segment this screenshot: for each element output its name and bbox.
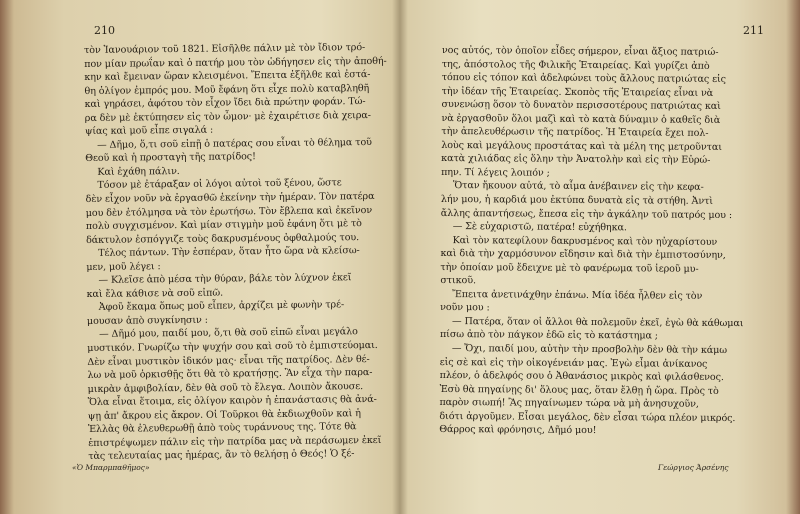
text-line: τὰς τελευταίας μας ἡμέρας, ἂν τὸ θελήσῃ ὁ Θεός! Ὁ ξέ-	[88, 448, 355, 463]
text-line: Δὲν εἶναι μυστικὸν ἰδικόν μας· εἶναι τῆς πατρίδος. Δὲν θέ-	[87, 353, 370, 368]
text-line: κην καὶ ἔμειναν ὥραν κλεισμένοι. Ἔπειτα ἐξῆλθε καὶ ἐστά-	[84, 69, 371, 84]
text-line: Τέλος πάντων. Τὴν ἑσπέραν, ὅταν ἦτο ὥρα νὰ κλείσω-	[98, 245, 360, 260]
right-page-text	[439, 44, 742, 439]
text-line: ψίας καὶ μοῦ εἶπε σιγαλά :	[84, 124, 214, 138]
text-line: Ἑλλὰς θὰ ἐλευθερωθῇ ἀπὸ τοὺς τυράννους της. Τότε θὰ	[87, 421, 357, 436]
text-line: — Πατέρα, ὅταν οἱ ἄλλοι θὰ πολεμοῦν ἐκεῖ, ἐγὼ θὰ κάθωμαι	[452, 316, 744, 330]
text-line: τὴν ἀπελευθέρωσιν τῆς πατρίδος. Ἡ Ἑταιρεία ἔχει πολ-	[441, 126, 709, 140]
text-line: καὶ γηράσει, ἀφότου τὸν εἶχον ἴδει διὰ πρώτην φοράν. Τώ-	[84, 96, 366, 111]
text-line: πλέον, ὁ ἀδελφός σου ὁ Ἀθανάσιος μικρὸς καὶ φιλάσθενος.	[439, 370, 724, 384]
text-line: Καὶ τὸν κατεφίλουν δακρυσμένος καὶ τὸν ηὐχαρίστουν	[452, 234, 718, 248]
text-line: Ὅταν ἤκουον αὐτά, τὸ αἷμα ἀνέβαινεν εἰς τὴν κεφα-	[452, 180, 704, 194]
text-line: Τόσον μὲ ἐτάραξαν οἱ λόγοι αὐτοὶ τοῦ ξένου, ὥστε	[97, 177, 342, 192]
text-line: ρα δὲν μὲ ἐκτύπησεν εἰς τὸν ὦμον· μὲ ἐχαιρέτισε διὰ χειρα-	[84, 109, 371, 124]
text-line: λήν μου, ἡ καρδιά μου ἐκτύπα δυνατὰ εἰς τὰ στήθη. Ἀντὶ	[440, 194, 713, 207]
text-line: Ὅλα εἶναι ἕτοιμα, εἰς ὀλίγον καιρὸν ἡ ἐπανάστασις θὰ ἀνά-	[87, 394, 377, 409]
text-line: νὰ ἐργασθοῦν ὅλοι μαζὶ καὶ τὸ κατὰ δύναμιν ὁ καθεῖς διὰ	[441, 112, 721, 126]
text-line: μυστικόν. Γνωρίζω τὴν ψυχήν σου καὶ σοῦ τὸ ἐμπιστεύομαι.	[87, 339, 378, 355]
text-line: — Κλεῖσε ἀπὸ μέσα τὴν θύραν, βάλε τὸν λύχνον ἐκεῖ	[98, 272, 352, 287]
footer-author: Γεώργιος Ἀρσένης	[658, 463, 729, 472]
text-line: — Δῆμο, ὅ,τι σοῦ εἰπῇ ὁ πατέρας σου εἶναι τὸ θέλημα τοῦ	[97, 136, 372, 151]
text-line: ἐπιστρέψωμεν πάλιν εἰς τὴν πατρίδα μας νὰ περάσωμεν ἐκεῖ	[88, 434, 382, 449]
text-line: λω νὰ μοῦ ὁρκισθῇς ὅτι θὰ τὸ κρατήσῃς. Ἂν εἶχα τὴν παρα-	[87, 367, 373, 382]
text-line: κατὰ χιλιάδας εἰς ὅλην τὴν Ἀνατολὴν καὶ εἰς τὴν Εὐρώ-	[441, 153, 711, 167]
text-line: Ἀφοῦ ἔκαμα ὅπως μοῦ εἶπεν, ἀρχίζει μὲ φωνὴν τρέ-	[98, 299, 345, 314]
text-line: μεν, μοῦ λέγει :	[86, 260, 161, 273]
text-line: Θάρρος καὶ φρόνησις, Δῆμό μου!	[439, 424, 597, 437]
text-line: παρὸν σιωπή! Ἂς πηγαίνωμεν τώρα νὰ μὴ ἀνησυχοῦν,	[439, 397, 699, 411]
text-line: πον μίαν πρωΐαν καὶ ὁ πατήρ μου τὸν ὡδήγησεν εἰς τὴν ἀποθή-	[84, 55, 387, 70]
text-line: τόπου εἰς τόπον καὶ ἀδελφώνει τοὺς ἄλλους πατριώτας εἰς	[441, 72, 726, 86]
right-page	[400, 0, 800, 514]
page-number-left: 210	[94, 24, 115, 37]
text-line: μουσαν ἀπὸ συγκίνησιν :	[86, 314, 208, 327]
text-line: καὶ διὰ τὴν χαρμόσυνον εἴδησιν καὶ διὰ τὴν ἐμπιστοσύνην,	[440, 248, 726, 262]
text-line: εἰς σὲ καὶ εἰς τὴν οἰκογένειάν μας. Ἐγὼ εἶμαι ἀνίκανος	[439, 356, 708, 370]
text-line: Ἔπειτα ἀνετινάχθην ἐπάνω. Μία ἰδέα ἦλθεν εἰς τὸν	[452, 288, 703, 302]
text-line: καὶ ἔλα κάθισε νὰ σοῦ εἰπῶ.	[86, 287, 224, 300]
text-line: τὴν ὁποίαν μοῦ ἔδειχνε μὲ τὸ φανέρωμα τοῦ ἱεροῦ μυ-	[440, 261, 699, 275]
page-edge-shadow-right	[786, 0, 800, 514]
text-line: μικρὰν ἀμφιβολίαν, δὲν θὰ σοῦ τὸ ἔλεγα. Λοιπὸν ἄκουσε.	[87, 380, 364, 395]
text-line: μου δὲν ἐτόλμησα νὰ τὸν ἐρωτήσω. Τὸν ἔβλεπα καὶ ἐκεῖνον	[85, 204, 373, 219]
text-line: Καὶ ἐχάθη πάλιν.	[97, 165, 180, 178]
footer-publication: «Ὁ Μπαρμπαθῆμος»	[72, 463, 150, 472]
text-line: — Δῆμό μου, παιδί μου, ὅ,τι θὰ σοῦ εἰπῶ εἶναι μεγάλο	[98, 326, 358, 341]
text-line: πην. Τί λέγεις λοιπόν ;	[441, 166, 550, 179]
text-line: ἄλλης ἀπαντήσεως, ἔπεσα εἰς τὴν ἀγκάλην τοῦ πατρός μου :	[440, 207, 733, 221]
text-line: Θεοῦ καὶ ἡ προσταγὴ τῆς πατρίδος!	[85, 151, 256, 165]
text-line: διότι ἀργοῦμεν. Εἶσαι μεγάλος, δὲν εἶσαι τώρα πλέον μικρός.	[439, 410, 736, 424]
text-line: νοῦν μου :	[440, 302, 490, 314]
text-line: ψῃ ἀπ' ἄκρου εἰς ἄκρον. Οἱ Τοῦρκοι θὰ ἐκδιωχθοῦν καὶ ἡ	[87, 407, 361, 422]
text-line: λοὺς καὶ μεγάλους προστάτας καὶ τὰ μέλη της μετροῦνται	[441, 139, 722, 153]
text-line: — Σὲ εὐχαριστῶ, πατέρα! εὐχήθηκα.	[452, 221, 627, 234]
text-line: τὴν ἰδέαν τῆς Ἑταιρείας. Σκοπὸς τῆς Ἑταιρείας εἶναι νὰ	[441, 85, 714, 99]
page-number-right: 211	[743, 24, 764, 37]
text-line: — Ὄχι, παιδί μου, αὐτὴν τὴν προσβολὴν δὲν θὰ τὴν κάμω	[451, 343, 728, 357]
text-line: πολὺ συγχισμένον. Καὶ μίαν στιγμὴν μοῦ ἐφάνη ὅτι μὲ τὸ	[85, 218, 362, 233]
text-line: θη ὀλίγον ἐμπρός μου. Μοῦ ἔφάνη ὅτι εἶχε πολὺ καταβληθῆ	[84, 82, 370, 97]
text-line: στικοῦ.	[440, 275, 476, 287]
text-line: τὸν Ἰανουάριον τοῦ 1821. Εἰσῆλθε πάλιν μὲ τὸν ἴδιον τρό-	[84, 42, 366, 56]
text-line: δὲν εἶχον νοῦν νὰ ἐργασθῶ ἐκείνην τὴν ἡμέραν. Τὸν πατέρα	[85, 190, 375, 206]
text-line: Ἐσὺ θὰ πηγαίνῃς δι' ὅλους μας, ὅταν ἔλθῃ ἡ ὥρα. Πρὸς τὸ	[439, 383, 719, 397]
left-page-text	[84, 41, 387, 464]
text-line: δάκτυλον ἐσπόγγιζε τοὺς δακρυσμένους ὀφθαλμούς του.	[85, 231, 360, 246]
text-line: νος αὐτός, τὸν ὁποῖον εἶδες σήμερον, εἶναι ἄξιος πατριώ-	[441, 44, 719, 58]
text-line: συνενώσῃ ὅσον τὸ δυνατὸν περισσοτέρους πατριώτας καὶ	[441, 99, 721, 113]
text-line: της, ἀπόστολος τῆς Φιλικῆς Ἑταιρείας. Καὶ γυρίζει ἀπὸ	[441, 58, 710, 72]
text-line: πίσω ἀπὸ τὸν πάγκον ἐδῶ εἰς τὸ κατάστημα ;	[439, 329, 658, 342]
